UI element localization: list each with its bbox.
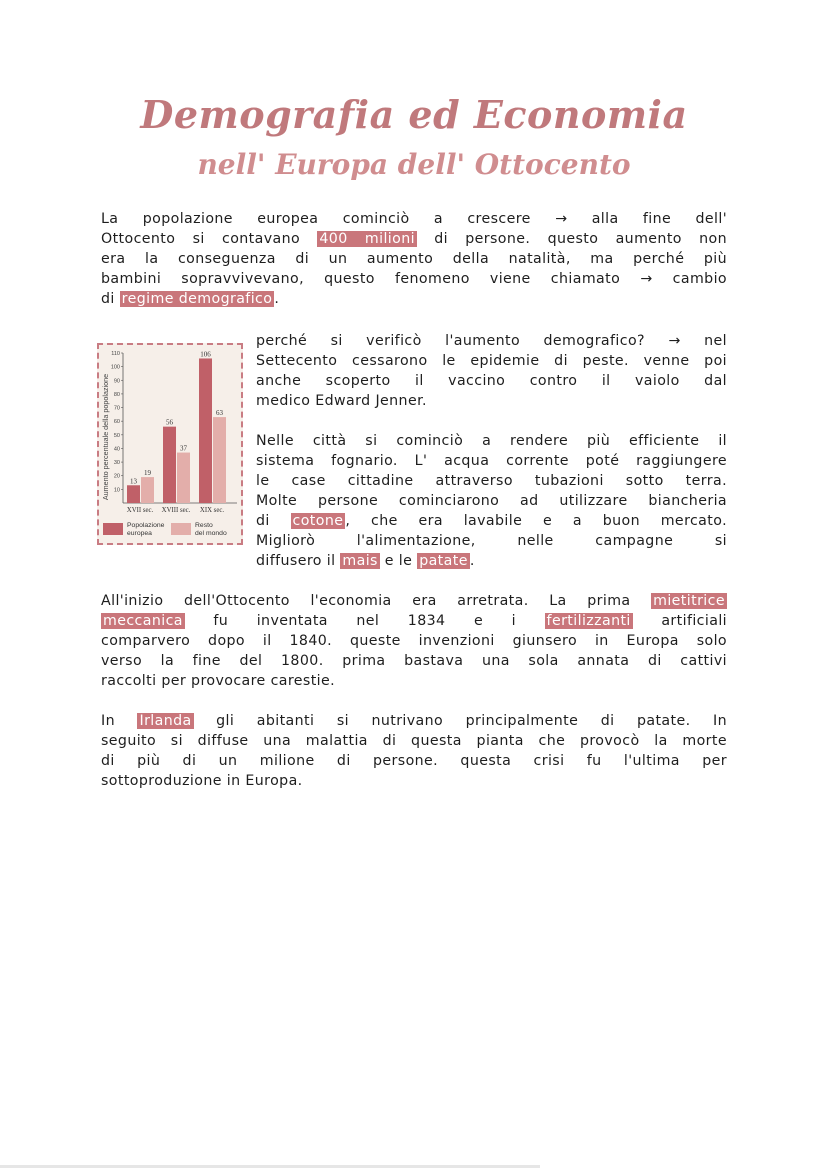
chart-y-tick-label: 30 [113,460,120,467]
chart-y-tick-label: 90 [113,378,120,385]
text-line: All'inizio dell'Ottocento l'economia era arretrata. La prima mietitrice [101,593,725,609]
text-line: seguito si diffuse una malattia di questa pianta che provocò la morte [101,733,727,749]
page-title: Demografia ed Economia [140,92,688,137]
text-line: Nelle città si cominciò a rendere più efficiente il [256,433,727,449]
chart-data-label: 13 [130,477,137,486]
highlight-irlanda: Irlanda [139,713,192,729]
text-line: anche scoperto il vaccino contro il vaiolo dal [256,373,727,389]
chart-x-tick-label: XVII sec. [126,507,154,514]
chart-bar [177,453,190,503]
highlight-patate: patate [419,553,468,569]
chart-y-tick-label: 40 [113,446,120,453]
chart-data-label: 37 [180,444,187,453]
chart-data-label: 63 [216,409,223,418]
paragraph-demography [101,209,727,309]
chart-ylabel: Aumento percentuale della popolazione [101,373,110,501]
text-line: Settecento cessarono le epidemie di peste. venne poi [256,353,727,369]
text-line: verso la fine del 1800. prima bastava una sola annata di cattivi [101,653,727,669]
chart-bar [199,358,212,503]
population-bar-chart [99,345,241,543]
paragraph-cause [256,331,727,411]
chart-y-tick-label: 70 [113,405,120,412]
chart-legend-label: Popolazione [127,522,165,529]
chart-y-tick-label: 20 [113,473,120,480]
highlight-meccanica: meccanica [103,613,183,629]
highlight-mietitrice: mietitrice [653,593,725,609]
chart-x-tick-label: XIX sec. [199,507,225,514]
text-line: raccolti per provocare carestie. [101,673,336,689]
text-line: sottoproduzione in Europa. [101,773,303,789]
text-line: di più di un milione di persone. questa crisi fu l'ultima per [101,753,727,769]
chart-legend-label: Resto [195,522,213,529]
chart-data-label: 19 [144,469,151,478]
page-subtitle: nell' Europa dell' Ottocento [197,148,631,181]
highlight-mais: mais [342,553,378,569]
chart-bar [127,485,140,503]
paragraph-economy [101,591,727,691]
text-line: Molte persone cominciarono ad utilizzare biancheria [256,493,727,509]
text-line: comparvero dopo il 1840. queste invenzioni giunsero in Europa solo [101,633,727,649]
text-line: diffusero il mais e le patate . [256,553,475,569]
chart-y-tick-label: 100 [110,364,120,371]
chart-bar [163,427,176,503]
chart-y-tick-label: 10 [113,487,120,494]
text-line: le case cittadine attraverso tubazioni sotto terra. [256,473,727,489]
text-line: di regime demografico . [101,291,280,307]
chart-y-tick-label: 80 [113,391,120,398]
chart-y-tick-label: 60 [113,419,120,426]
chart-data-label: 56 [166,418,173,427]
text-line: In Irlanda gli abitanti si nutrivano principalmente di patate. In [101,713,727,729]
page-bottom-divider [0,1165,540,1168]
highlight-fertilizzanti: fertilizzanti [546,613,631,629]
chart-bar [141,477,154,503]
highlight-cotone: cotone [292,513,344,529]
paragraph-ireland [101,711,727,791]
highlight-regime-demografico: regime demografico [121,291,273,307]
chart-y-tick-label: 110 [111,351,120,357]
population-chart [97,343,243,545]
chart-data-label: 106 [200,350,211,359]
chart-x-tick-label: XVIII sec. [161,507,191,514]
text-line: meccanica fu inventata nel 1834 e i fertilizzanti artificiali [103,613,727,629]
chart-legend-swatch [171,523,191,535]
chart-legend-label: del mondo [195,530,227,537]
text-line: medico Edward Jenner. [256,393,427,409]
text-line: sistema fognario. L' acqua corrente poté raggiungere [256,453,727,469]
chart-bar [213,417,226,503]
text-line: era la conseguenza di un aumento della natalità, ma perché più [101,251,727,267]
paragraph-hygiene [256,431,727,571]
highlight-400-milioni: 400 milioni [319,231,415,247]
chart-y-tick-label: 50 [113,432,120,439]
chart-legend-label: europea [127,530,152,537]
chart-legend-swatch [103,523,123,535]
text-line: perché si verificò l'aumento demografico? → nel [256,333,727,349]
text-line: Migliorò l'alimentazione, nelle campagne si [256,533,727,549]
text-line: di cotone , che era lavabile e a buon mercato. [256,513,727,529]
text-line: La popolazione europea cominciò a crescere → alla fine dell' [101,211,727,227]
text-line: bambini sopravvivevano, questo fenomeno viene chiamato → cambio [101,271,727,287]
text-line: Ottocento si contavano 400 milioni di persone. questo aumento non [101,231,727,247]
